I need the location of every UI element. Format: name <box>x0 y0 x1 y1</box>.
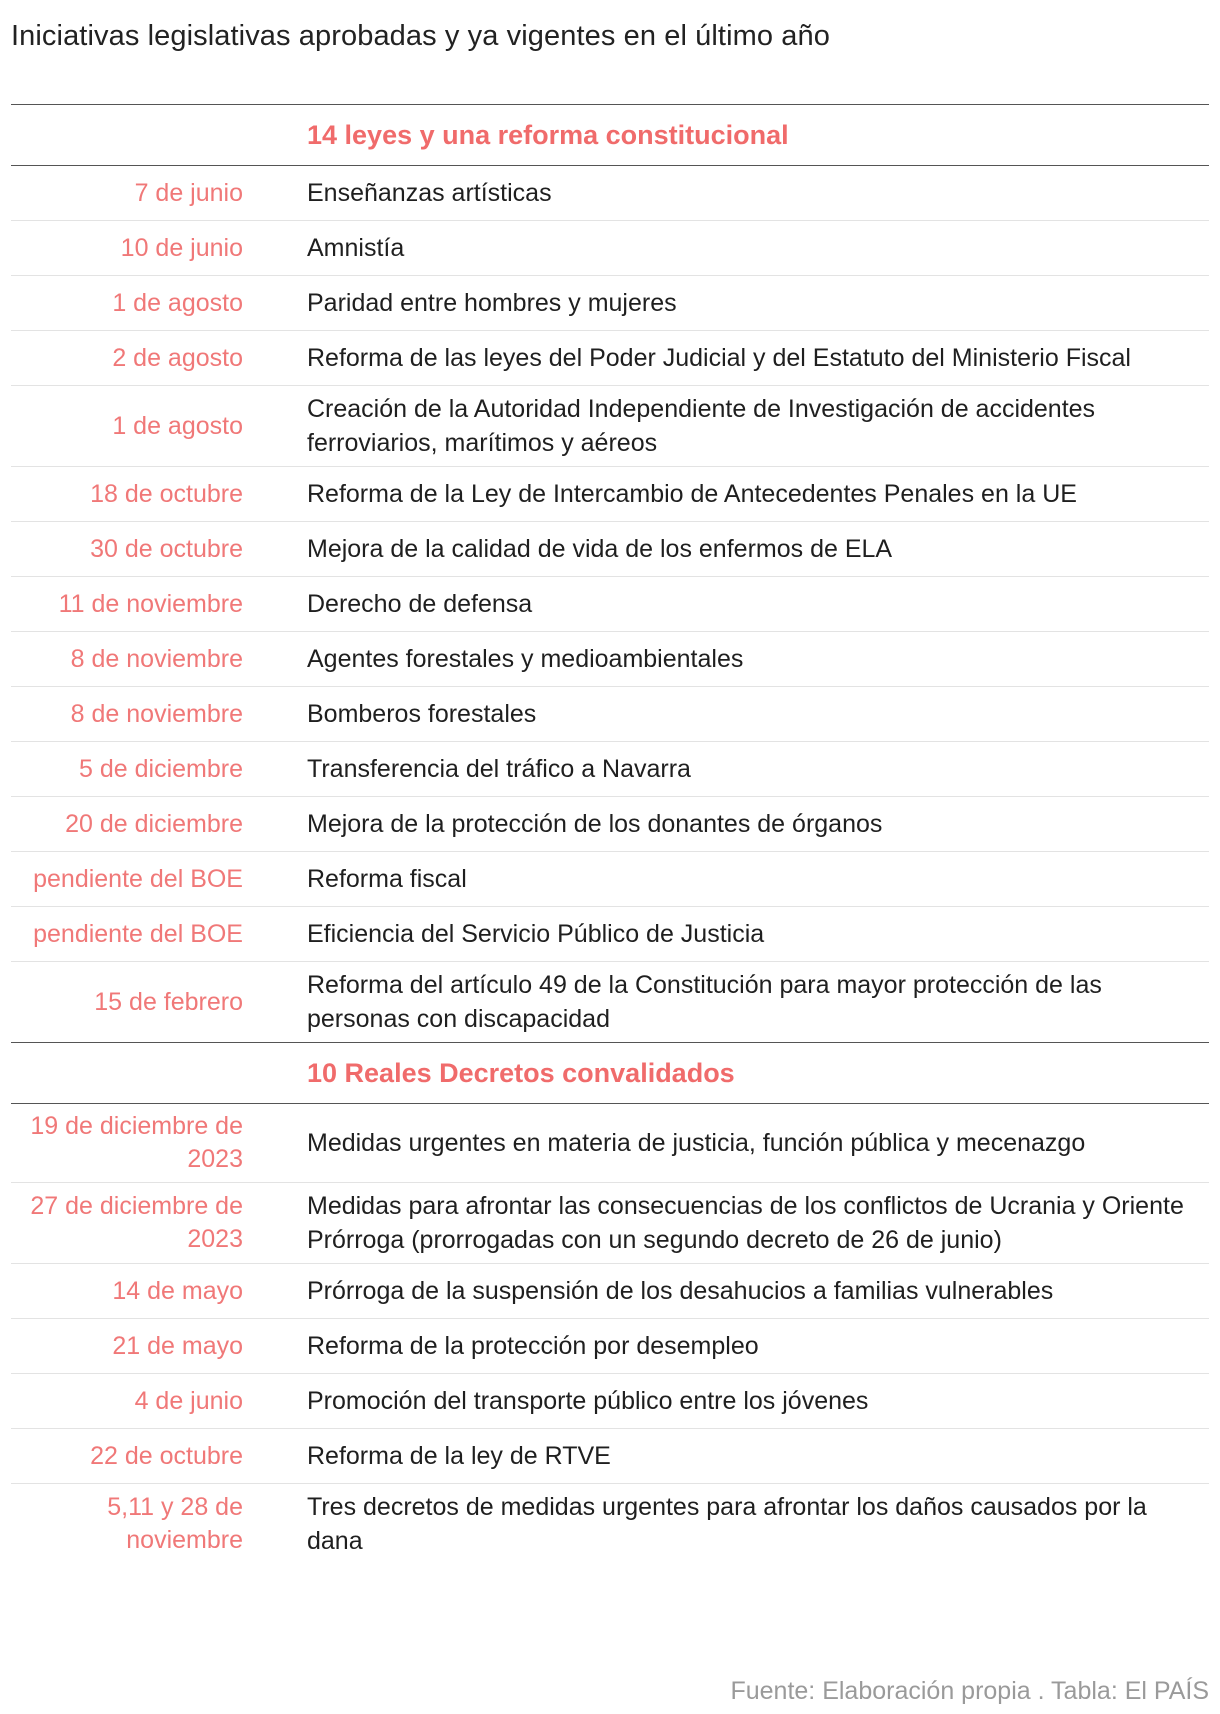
row-description: Reforma de la Ley de Intercambio de Antecedentes Penales en la UE <box>307 480 1077 508</box>
row-description: Amnistía <box>307 234 405 262</box>
row-date: 18 de octubre <box>90 479 243 508</box>
table-row <box>11 1319 1209 1374</box>
row-description: Creación de la Autoridad Independiente de Investigación de accidentes ferroviarios, marítimos y aéreos <box>307 395 1096 457</box>
table-row <box>11 1484 1209 1564</box>
table-row <box>11 687 1209 742</box>
row-description: Reforma fiscal <box>307 865 467 893</box>
table-row <box>11 852 1209 907</box>
row-date: 27 de diciembre de 2023 <box>30 1192 243 1253</box>
row-date: 8 de noviembre <box>70 699 243 728</box>
row-date: 14 de mayo <box>112 1276 243 1305</box>
table-row <box>11 742 1209 797</box>
row-date: 30 de octubre <box>90 534 243 563</box>
table-row <box>11 276 1209 331</box>
section-rows <box>11 1104 1209 1564</box>
table-row <box>11 962 1209 1042</box>
section-heading-label: 14 leyes y una reforma constitucional <box>307 119 789 150</box>
table-row <box>11 1429 1209 1484</box>
row-date: 19 de diciembre de 2023 <box>30 1112 243 1173</box>
row-description: Reforma de la ley de RTVE <box>307 1442 611 1470</box>
section-rows <box>11 166 1209 1042</box>
row-description: Agentes forestales y medioambientales <box>307 645 744 673</box>
row-description: Paridad entre hombres y mujeres <box>307 289 677 317</box>
row-description: Tres decretos de medidas urgentes para afrontar los daños causados por la dana <box>307 1493 1147 1555</box>
table-row <box>11 467 1209 522</box>
row-description: Medidas para afrontar las consecuencias de los conflictos de Ucrania y Oriente Prórroga (prorrogadas con un segundo decreto de 26 de junio) <box>307 1192 1184 1254</box>
table-row <box>11 577 1209 632</box>
row-description: Reforma de la protección por desempleo <box>307 1332 759 1360</box>
row-date: 2 de agosto <box>112 343 243 372</box>
row-description: Reforma de las leyes del Poder Judicial y del Estatuto del Ministerio Fiscal <box>307 344 1131 372</box>
row-description: Promoción del transporte público entre los jóvenes <box>307 1387 869 1415</box>
table-row <box>11 632 1209 687</box>
row-date: 4 de junio <box>134 1386 243 1415</box>
row-date: 5 de diciembre <box>79 754 243 783</box>
row-date: 1 de agosto <box>112 411 243 440</box>
table-row <box>11 1104 1209 1183</box>
table-row <box>11 1183 1209 1264</box>
section-heading <box>11 1042 1209 1104</box>
row-date: 15 de febrero <box>94 987 243 1016</box>
row-description: Derecho de defensa <box>307 590 533 618</box>
table-row <box>11 797 1209 852</box>
table-row <box>11 907 1209 962</box>
row-description: Reforma del artículo 49 de la Constitución para mayor protección de las personas con discapacidad <box>307 971 1102 1033</box>
row-date: 8 de noviembre <box>70 644 243 673</box>
row-description: Bomberos forestales <box>307 700 537 728</box>
row-description: Eficiencia del Servicio Público de Justicia <box>307 920 765 948</box>
section-heading-label: 10 Reales Decretos convalidados <box>307 1057 735 1088</box>
table-row <box>11 522 1209 577</box>
row-description: Enseñanzas artísticas <box>307 179 552 207</box>
row-date: 21 de mayo <box>112 1331 243 1360</box>
row-date: 10 de junio <box>120 233 243 262</box>
section-heading <box>11 105 1209 166</box>
row-date: 11 de noviembre <box>58 589 243 618</box>
row-date: 7 de junio <box>134 178 243 207</box>
row-description: Medidas urgentes en materia de justicia, función pública y mecenazgo <box>307 1129 1086 1157</box>
row-date: 20 de diciembre <box>65 809 243 838</box>
table-row <box>11 331 1209 386</box>
table-row <box>11 221 1209 276</box>
row-description: Mejora de la protección de los donantes de órganos <box>307 810 883 838</box>
row-description: Transferencia del tráfico a Navarra <box>307 755 691 783</box>
row-date: pendiente del BOE <box>33 919 243 948</box>
table-row <box>11 386 1209 467</box>
page-title: Iniciativas legislativas aprobadas y ya vigentes en el último año <box>11 20 830 52</box>
row-date: 5,11 y 28 de noviembre <box>107 1493 243 1554</box>
source-note: Fuente: Elaboración propia . Tabla: El PAÍS <box>730 1677 1209 1705</box>
row-date: 22 de octubre <box>90 1441 243 1470</box>
table-row <box>11 166 1209 221</box>
legislation-table <box>11 104 1209 1564</box>
row-date: 1 de agosto <box>112 288 243 317</box>
row-description: Mejora de la calidad de vida de los enfermos de ELA <box>307 535 893 563</box>
row-description: Prórroga de la suspensión de los desahucios a familias vulnerables <box>307 1277 1054 1305</box>
row-date: pendiente del BOE <box>33 864 243 893</box>
table-row <box>11 1374 1209 1429</box>
table-row <box>11 1264 1209 1319</box>
